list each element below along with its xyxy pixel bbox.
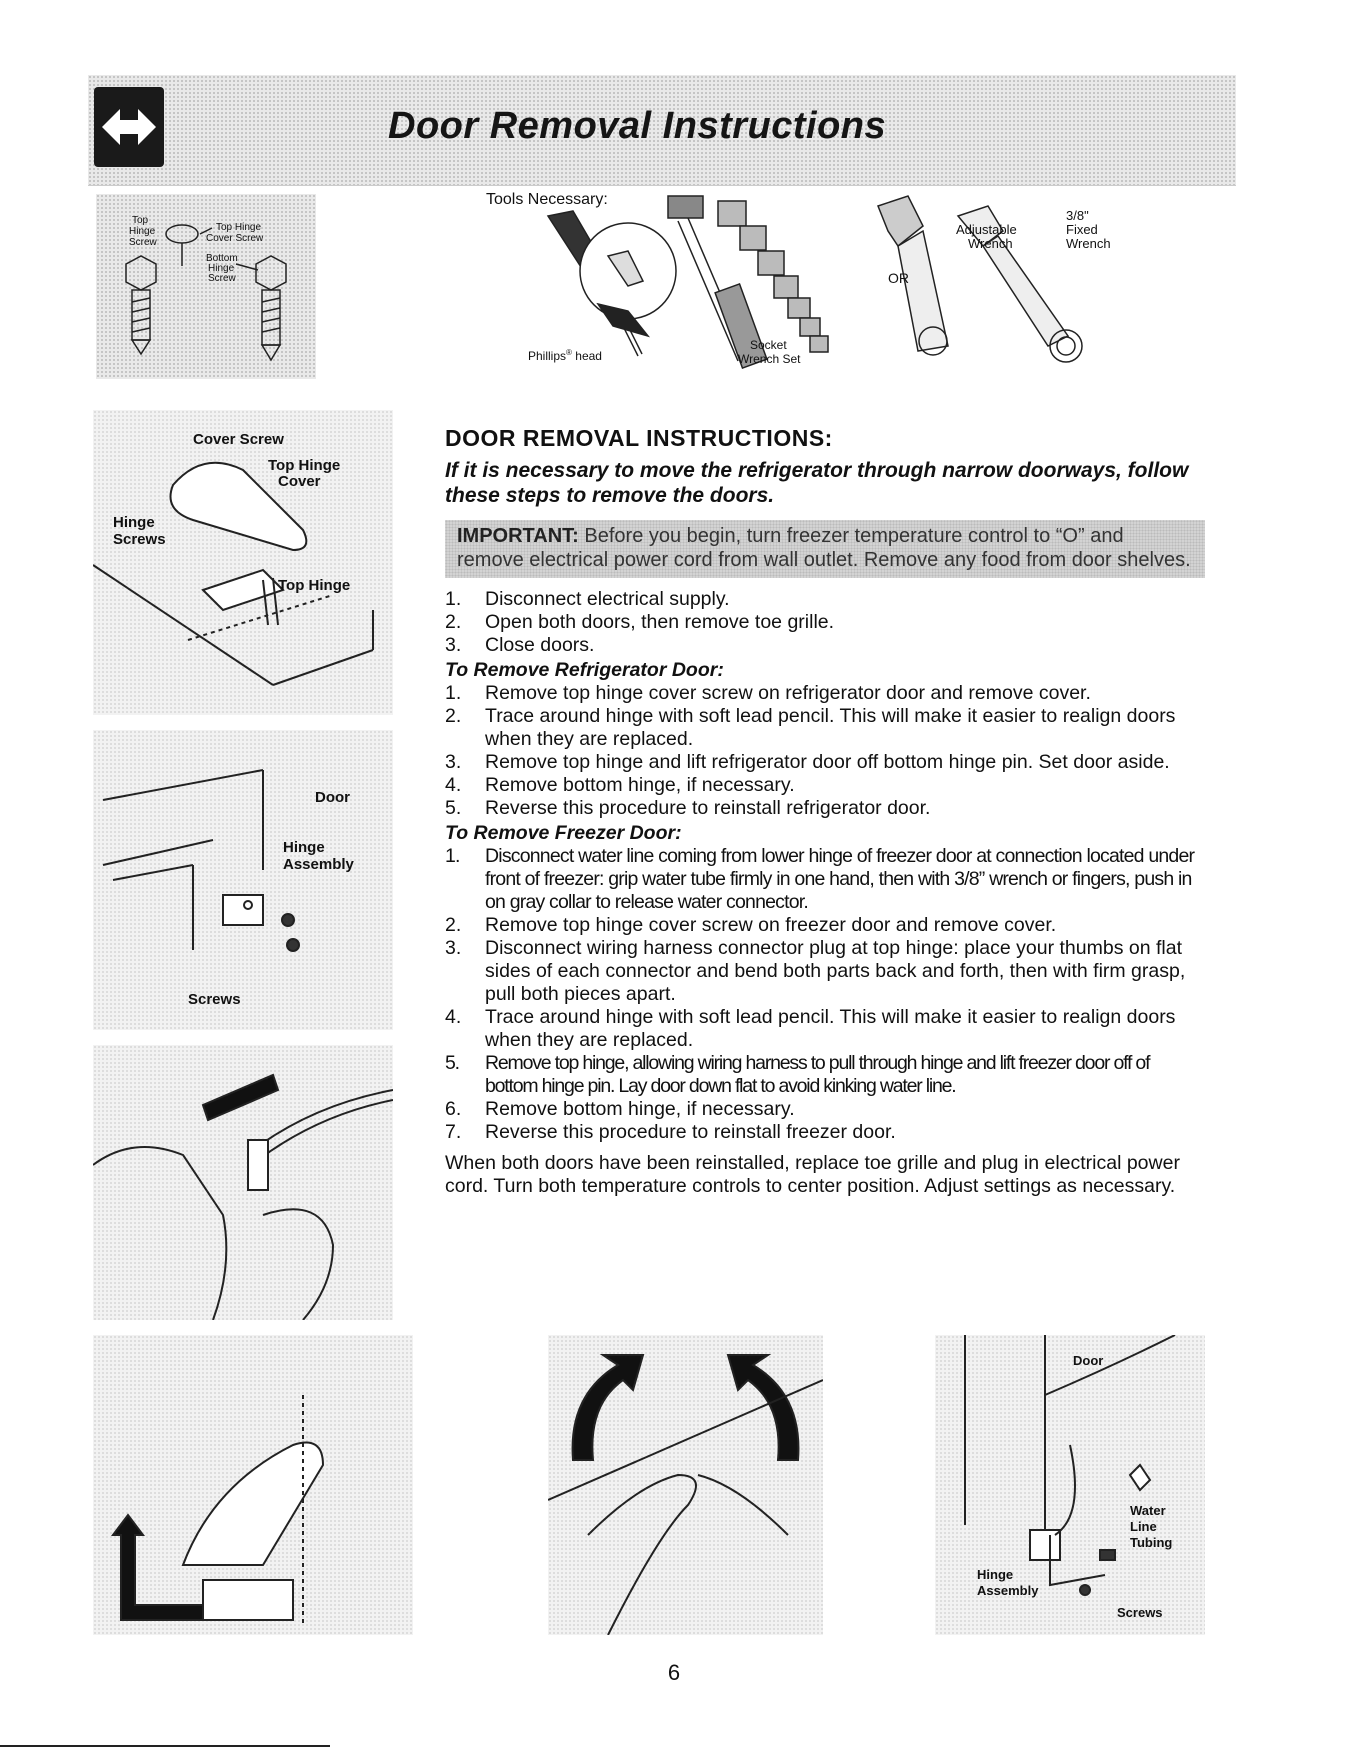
top-hinge-screw-label-2: Hinge <box>129 226 156 237</box>
water-line-figure <box>93 1045 393 1320</box>
page-number: 6 <box>667 1660 681 1685</box>
connector-drawing <box>548 1335 823 1635</box>
hinge-label: Hinge <box>977 1567 1014 1582</box>
hinge-label: Hinge <box>113 514 155 531</box>
bottom-hinge-screw-label-3: Screw <box>208 273 236 284</box>
screws-figure <box>96 194 316 379</box>
screws-label: Screws <box>1117 1605 1163 1620</box>
assembly-label: Assembly <box>977 1583 1039 1598</box>
list-item: 7. Reverse this procedure to reinstall freezer door. <box>445 1121 896 1143</box>
page-title: Door Removal Instructions <box>388 105 887 147</box>
line-label: Line <box>1130 1519 1157 1534</box>
cover-screw-label: Top Hinge <box>216 222 262 233</box>
top-hinge-screw-label-3: Screw <box>129 237 157 248</box>
general-steps <box>445 588 1205 657</box>
door-label: Door <box>1073 1353 1104 1368</box>
water-tubing-figure <box>935 1335 1205 1635</box>
important-note <box>445 520 1205 578</box>
water-line-drawing <box>93 1045 393 1320</box>
hinge-drawing <box>93 410 393 715</box>
hinge-lift-drawing <box>93 1335 413 1635</box>
freezer-heading: To Remove Freezer Door: <box>445 822 682 844</box>
hinge-lift-figure <box>93 1335 413 1635</box>
door-label: Door <box>315 789 350 806</box>
door-hinge-drawing <box>93 730 393 1030</box>
tools-panel <box>88 185 1236 396</box>
list-item: 1. Remove top hinge cover screw on refrigerator door and remove cover. <box>445 682 1091 704</box>
fixed-label: Fixed <box>1066 222 1098 237</box>
section-heading: DOOR REMOVAL INSTRUCTIONS: <box>445 425 833 451</box>
wrench-set-label: Wrench Set <box>738 352 801 366</box>
hinge-figure <box>93 410 393 715</box>
connector-figure <box>548 1335 823 1635</box>
assembly-label: Assembly <box>283 856 354 873</box>
top-hinge-screw-label: Top <box>132 215 149 226</box>
water-label: Water <box>1130 1503 1166 1518</box>
tools-label: Tools Necessary: <box>486 191 608 208</box>
screws-label: Screws <box>113 531 166 548</box>
double-arrow-icon <box>94 87 164 167</box>
tubing-label: Tubing <box>1130 1535 1173 1550</box>
list-item: 6. Remove bottom hinge, if necessary. <box>445 1098 795 1120</box>
door-hinge-figure <box>93 730 393 1030</box>
list-item: 5. Reverse this procedure to reinstall refrigerator door. <box>445 797 931 819</box>
screws-label: Screws <box>188 991 241 1008</box>
fixed-size-label: 3/8" <box>1066 208 1089 223</box>
intro-text: If it is necessary to move the refrigerator through narrow doorways, follow these steps to remove the doors. <box>445 459 1189 507</box>
top-hinge-cover-label: Top Hinge <box>268 457 341 474</box>
bottom-hinge-screw-label-2: Hinge <box>208 263 235 274</box>
fridge-steps <box>445 682 1205 820</box>
important-label: IMPORTANT: <box>457 525 579 547</box>
socket-label: Socket <box>750 338 787 352</box>
hinge-label: Hinge <box>283 839 325 856</box>
cover-screw-label-2: Cover Screw <box>206 233 264 244</box>
cover-label: Cover <box>278 473 321 490</box>
instructions-text <box>445 405 1205 1198</box>
list-item: 4. Remove bottom hinge, if necessary. <box>445 774 795 796</box>
list-item: 5. Remove top hinge, allowing wiring harness to pull through hinge and lift freezer door off of bottom hinge pin. Lay door down flat to avoid kinking water line. <box>445 1052 1150 1097</box>
footer-divider <box>0 1745 330 1747</box>
screws-drawing <box>96 194 316 379</box>
cover-screw-label: Cover Screw <box>193 431 284 448</box>
freezer-steps <box>445 845 1205 1144</box>
list-item: 3. Disconnect wiring harness connector plug at top hinge: place your thumbs on flat sides of each connector and bend both parts back and forth, then with firm grasp, pull both pieces apart. <box>445 937 1186 1005</box>
adjustable-label: Adjustable <box>956 222 1017 237</box>
important-text: Before you begin, turn freezer temperature control to “O” and remove electrical power cord from wall outlet. Remove any food from door shelves. <box>457 525 1191 571</box>
adjustable-wrench-label: Wrench <box>968 236 1013 251</box>
list-item: 2. Trace around hinge with soft lead pencil. This will make it easier to realign doors when they are replaced. <box>445 705 1176 750</box>
water-tubing-drawing <box>935 1335 1205 1635</box>
bottom-hinge-screw-label: Bottom <box>206 253 238 264</box>
fridge-heading: To Remove Refrigerator Door: <box>445 659 724 681</box>
phillips-label: Phillips® head <box>528 348 602 363</box>
closing-text: When both doors have been reinstalled, replace toe grille and plug in electrical power cord. Turn both temperature controls to center position. Adjust settings as necessary. <box>445 1152 1180 1197</box>
fixed-wrench-label: Wrench <box>1066 236 1111 251</box>
list-item: 4. Trace around hinge with soft lead pencil. This will make it easier to realign doors when they are replaced. <box>445 1006 1176 1051</box>
page-header <box>88 75 1236 185</box>
top-hinge-label: Top Hinge <box>278 577 351 594</box>
or-label: OR <box>888 270 909 286</box>
list-item: 1. Disconnect water line coming from lower hinge of freezer door at connection located under front of freezer: grip water tube firmly in one hand, then with 3/8” wrench or fingers, push in on gray collar to release water connector. <box>445 845 1195 913</box>
list-item: 2. Remove top hinge cover screw on freezer door and remove cover. <box>445 914 1057 936</box>
list-item: 3. Close doors. <box>445 634 595 656</box>
list-item: 3. Remove top hinge and lift refrigerator door off bottom hinge pin. Set door aside. <box>445 751 1170 773</box>
list-item: 2. Open both doors, then remove toe grille. <box>445 611 835 633</box>
list-item: 1. Disconnect electrical supply. <box>445 588 730 610</box>
